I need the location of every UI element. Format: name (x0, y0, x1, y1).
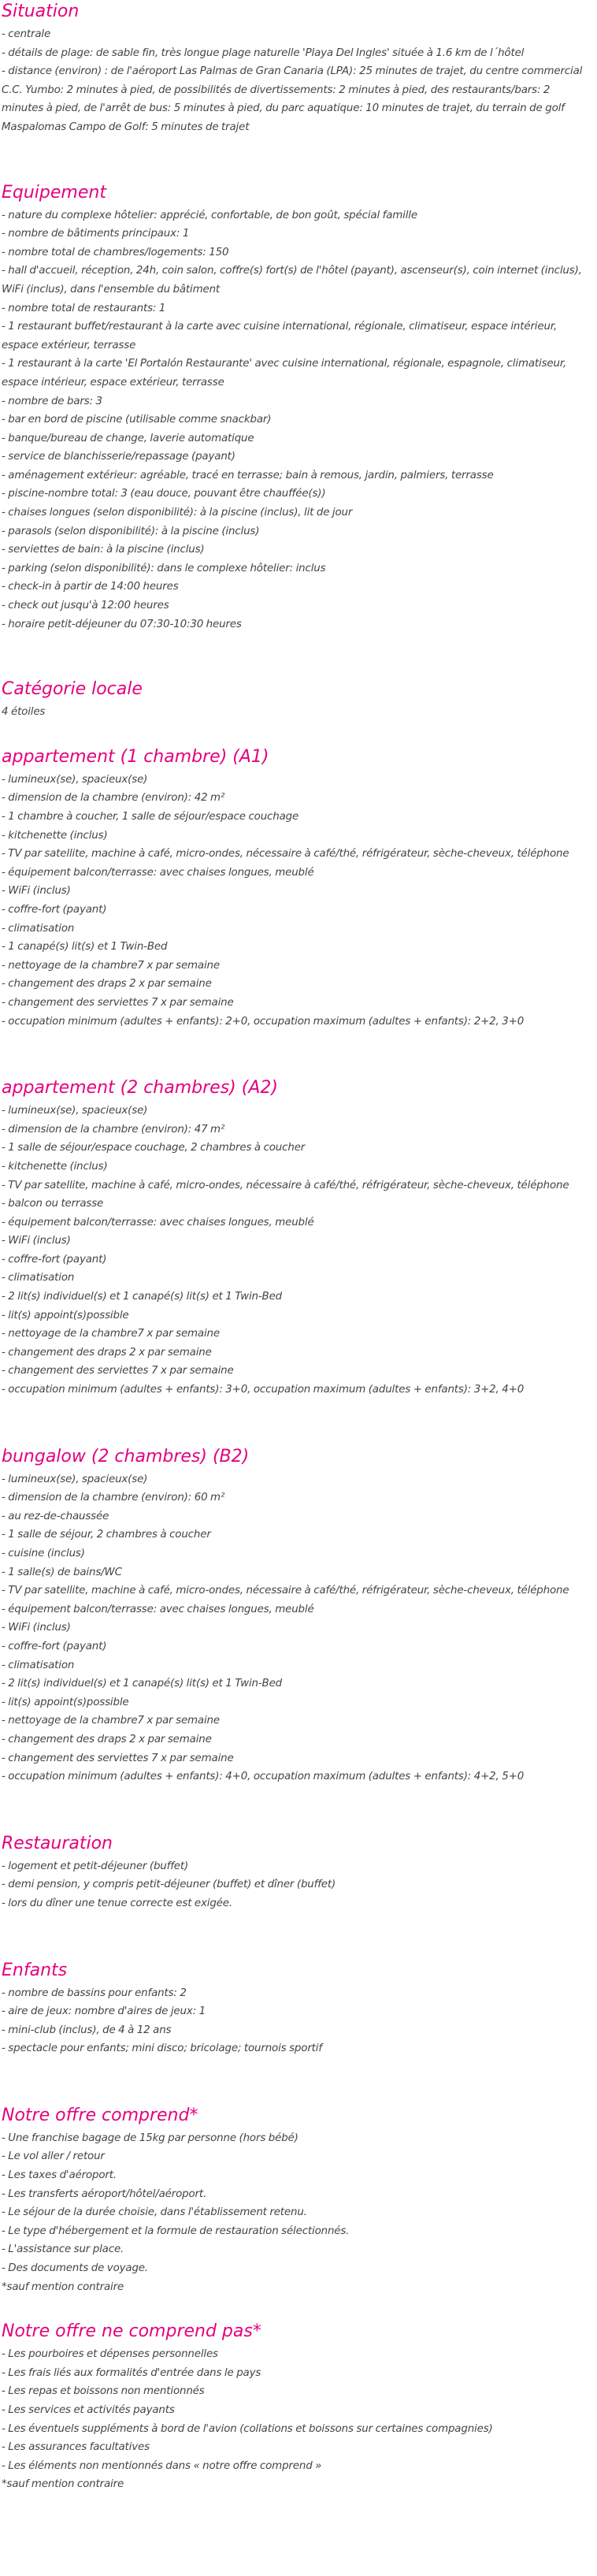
text-line: - parasols (selon disponibilité): à la piscine (inclus) (2, 525, 260, 537)
section-heading: Restauration (2, 1833, 113, 1853)
section-lines (2, 1984, 592, 2058)
text-line: - balcon ou terrasse (2, 1198, 104, 1210)
text-line: - équipement balcon/terrasse: avec chaises longues, meublé (2, 866, 314, 879)
section-spacer (2, 634, 592, 678)
text-line: - lit(s) appoint(s)possible (2, 1696, 129, 1708)
section-lines (2, 2129, 592, 2296)
section (2, 1959, 592, 2058)
text-line: - Les repas et boissons non mentionnés (2, 2385, 205, 2398)
section-heading: Equipement (2, 182, 106, 203)
text-line: - climatisation (2, 922, 75, 935)
text-line: - 1 chambre à coucher, 1 salle de séjour/espace couchage (2, 811, 299, 823)
text-line: - cuisine (inclus) (2, 1548, 85, 1559)
text-line: - lit(s) appoint(s)possible (2, 1309, 129, 1321)
text-line: - Les taxes d'aéroport. (2, 2169, 117, 2182)
section-heading: Notre offre ne comprend pas* (2, 2321, 261, 2342)
section-heading: appartement (1 chambre) (A1) (2, 746, 269, 767)
section (2, 181, 592, 634)
section-lines (2, 1857, 592, 1913)
text-line: - nombre de bassins pour enfants: 2 (2, 1987, 187, 1999)
text-line: - Le vol aller / retour (2, 2150, 105, 2163)
section (2, 1076, 592, 1400)
text-line: - changement des draps 2 x par semaine (2, 1346, 212, 1359)
text-line: - hall d'accueil, réception, 24h, coin salon, coffre(s) fort(s) de l'hôtel (payant), ascenseur(s), coin internet (inclus), WiFi (inclus), dans l'ensemble du bâtiment (2, 265, 582, 296)
text-line: - Les pourboires et dépenses personnelles (2, 2348, 218, 2361)
text-line: - distance (environ) : de l'aéroport Las Palmas de Gran Canaria (LPA): 25 minutes de trajet, du centre commercial C.C. Yumbo: 2 minutes à pied, de possibilités de divertissements: 2 minutes à pied, des restaurants/bars: 2 minutes à pied, de l'arrêt de bus: 5 minutes à pied, du parc aquatique: 10 minutes de trajet, du terrain de golf Maspalomas Campo de Golf: 5 minutes de trajet (2, 65, 583, 133)
text-line: - équipement balcon/terrasse: avec chaises longues, meublé (2, 1603, 314, 1615)
text-line: *sauf mention contraire (2, 2478, 124, 2491)
text-line: - nombre total de restaurants: 1 (2, 302, 166, 314)
text-line: - changement des serviettes 7 x par semaine (2, 1365, 234, 1377)
text-line: - aire de jeux: nombre d'aires de jeux: 1 (2, 2005, 206, 2018)
text-line: - service de blanchisserie/repassage (payant) (2, 451, 235, 463)
text-line: - Les services et activités payants (2, 2404, 175, 2416)
section-spacer (2, 2058, 592, 2104)
text-line: - nombre total de chambres/logements: 150 (2, 246, 229, 258)
section-heading: appartement (2 chambres) (A2) (2, 1078, 278, 1098)
text-line: - dimension de la chambre (environ): 60 m² (2, 1492, 225, 1504)
text-line: - serviettes de bain: à la piscine (inclus) (2, 544, 205, 556)
text-line: - Le séjour de la durée choisie, dans l'établissement retenu. (2, 2206, 307, 2219)
text-line: - au rez-de-chaussée (2, 1510, 109, 1522)
text-line: - changement des draps 2 x par semaine (2, 978, 212, 991)
section (2, 2320, 592, 2494)
text-line: - Les transferts aéroport/hôtel/aéroport. (2, 2188, 207, 2200)
section (2, 1832, 592, 1913)
text-line: - TV par satellite, machine à café, micro-ondes, nécessaire à café/thé, réfrigérateur, sèche-cheveux, téléphone (2, 848, 569, 861)
text-line: - 1 salle(s) de bains/WC (2, 1566, 122, 1578)
text-line: - climatisation (2, 1272, 75, 1284)
text-line: - Les éléments non mentionnés dans « notre offre comprend » (2, 2459, 322, 2472)
section-spacer (2, 1913, 592, 1959)
text-line: - nettoyage de la chambre7 x par semaine (2, 1715, 220, 1727)
section-lines (2, 771, 592, 1031)
section-heading: Catégorie locale (2, 679, 143, 700)
text-line: - WiFi (inclus) (2, 1235, 71, 1247)
section-heading: Notre offre comprend* (2, 2105, 198, 2125)
section-spacer (2, 1400, 592, 1445)
section-spacer (2, 137, 592, 181)
text-line: - demi pension, y compris petit-déjeuner (buffet) et dîner (buffet) (2, 1879, 336, 1891)
text-line: - 2 lit(s) individuel(s) et 1 canapé(s) lit(s) et 1 Twin-Bed (2, 1678, 283, 1690)
text-line: - Le type d'hébergement et la formule de restauration sélectionnés. (2, 2225, 350, 2237)
text-line: - centrale (2, 28, 51, 40)
text-line: - nettoyage de la chambre7 x par semaine (2, 1328, 220, 1340)
text-line: - TV par satellite, machine à café, micro-ondes, nécessaire à café/thé, réfrigérateur, sèche-cheveux, téléphone (2, 1179, 569, 1191)
text-line: - aménagement extérieur: agréable, tracé en terrasse; bain à remous, jardin, palmiers, terrasse (2, 469, 494, 481)
section-spacer (2, 1786, 592, 1832)
text-line: - Les assurances facultatives (2, 2441, 150, 2454)
text-line: - changement des serviettes 7 x par semaine (2, 1752, 234, 1764)
section-lines (2, 2345, 592, 2494)
text-line: - nombre de bars: 3 (2, 395, 102, 407)
text-line: - nature du complexe hôtelier: apprécié, confortable, de bon goût, spécial famille (2, 209, 417, 221)
section (2, 0, 592, 137)
text-line: - Des documents de voyage. (2, 2262, 149, 2275)
text-line: - L'assistance sur place. (2, 2243, 124, 2256)
text-line: - changement des serviettes 7 x par semaine (2, 996, 234, 1009)
section-lines (2, 25, 592, 137)
text-line: - climatisation (2, 1659, 75, 1671)
text-line: - lumineux(se), spacieux(se) (2, 1473, 148, 1485)
text-line: - nettoyage de la chambre7 x par semaine (2, 959, 220, 972)
text-line: - piscine-nombre total: 3 (eau douce, pouvant être chauffée(s)) (2, 488, 326, 500)
section (2, 745, 592, 1031)
text-line: - coffre-fort (payant) (2, 1253, 107, 1266)
section-spacer (2, 2296, 592, 2320)
text-line: - lumineux(se), spacieux(se) (2, 1105, 148, 1117)
text-line: - check-in à partir de 14:00 heures (2, 581, 179, 593)
text-line: - détails de plage: de sable fin, très longue plage naturelle 'Playa Del Ingles' située à 1.6 km de l´hôtel (2, 46, 525, 59)
text-line: - nombre de bâtiments principaux: 1 (2, 228, 190, 240)
text-line: - 1 salle de séjour/espace couchage, 2 chambres à coucher (2, 1142, 306, 1154)
text-line: - mini-club (inclus), de 4 à 12 ans (2, 2024, 172, 2036)
text-line: - bar en bord de piscine (utilisable comme snackbar) (2, 414, 272, 426)
text-line: - kitchenette (inclus) (2, 1160, 108, 1173)
text-line: - check out jusqu'à 12:00 heures (2, 600, 169, 612)
text-line: - logement et petit-déjeuner (buffet) (2, 1860, 189, 1872)
text-line: - horaire petit-déjeuner du 07:30-10:30 heures (2, 618, 242, 630)
text-line: - dimension de la chambre (environ): 42 m² (2, 792, 225, 805)
section-heading: bungalow (2 chambres) (B2) (2, 1446, 250, 1466)
section-lines (2, 1470, 592, 1786)
text-line: - Les frais liés aux formalités d'entrée dans le pays (2, 2366, 261, 2379)
text-line: - WiFi (inclus) (2, 885, 71, 898)
section-heading: Enfants (2, 1960, 68, 1980)
section-spacer (2, 1031, 592, 1076)
section (2, 2104, 592, 2296)
text-line: - occupation minimum (adultes + enfants): 3+0, occupation maximum (adultes + enfants): 3+2, 4+0 (2, 1384, 525, 1396)
text-line: - spectacle pour enfants; mini disco; bricolage; tournois sportif (2, 2043, 322, 2055)
text-line: *sauf mention contraire (2, 2280, 124, 2293)
text-line: - occupation minimum (adultes + enfants): 4+0, occupation maximum (adultes + enfants): 4+2, 5+0 (2, 1771, 525, 1783)
text-line: - occupation minimum (adultes + enfants): 2+0, occupation maximum (adultes + enfants): 2+2, 3+0 (2, 1015, 525, 1028)
text-line: - dimension de la chambre (environ): 47 m² (2, 1123, 225, 1136)
text-line: - 1 restaurant à la carte 'El Portalón Restaurante' avec cuisine international, régionale, espagnole, climatiseur, espace intérieur, espace extérieur, terrasse (2, 358, 567, 388)
text-line: - 1 salle de séjour, 2 chambres à coucher (2, 1529, 211, 1541)
text-line: - lors du dîner une tenue correcte est exigée. (2, 1897, 232, 1909)
section-heading: Situation (2, 2, 80, 21)
section-lines (2, 206, 592, 634)
section (2, 1445, 592, 1786)
section-lines (2, 703, 592, 722)
text-line: - coffre-fort (payant) (2, 1640, 107, 1652)
text-line: - parking (selon disponibilité): dans le complexe hôtelier: inclus (2, 562, 326, 574)
text-line: 4 étoiles (2, 706, 46, 719)
text-line: - équipement balcon/terrasse: avec chaises longues, meublé (2, 1216, 314, 1229)
section-spacer (2, 722, 592, 745)
text-line: - kitchenette (inclus) (2, 829, 108, 842)
text-line: - banque/bureau de change, laverie automatique (2, 432, 254, 444)
text-line: - TV par satellite, machine à café, micro-ondes, nécessaire à café/thé, réfrigérateur, sèche-cheveux, téléphone (2, 1585, 569, 1597)
text-line: - 1 restaurant buffet/restaurant à la carte avec cuisine international, régionale, climatiseur, espace intérieur, espace extérieur, terrasse (2, 321, 558, 351)
text-line: - changement des draps 2 x par semaine (2, 1733, 212, 1745)
text-line: - coffre-fort (payant) (2, 903, 107, 916)
text-line: - WiFi (inclus) (2, 1622, 71, 1634)
text-line: - Une franchise bagage de 15kg par personne (hors bébé) (2, 2132, 298, 2144)
section (2, 678, 592, 722)
text-line: - chaises longues (selon disponibilité): à la piscine (inclus), lit de jour (2, 507, 353, 519)
text-line: - lumineux(se), spacieux(se) (2, 773, 148, 786)
text-line: - 1 canapé(s) lit(s) et 1 Twin-Bed (2, 941, 168, 953)
section-lines (2, 1102, 592, 1400)
text-line: - 2 lit(s) individuel(s) et 1 canapé(s) lit(s) et 1 Twin-Bed (2, 1291, 283, 1303)
text-line: - Les éventuels suppléments à bord de l'avion (collations et boissons sur certaines compagnies) (2, 2422, 493, 2435)
